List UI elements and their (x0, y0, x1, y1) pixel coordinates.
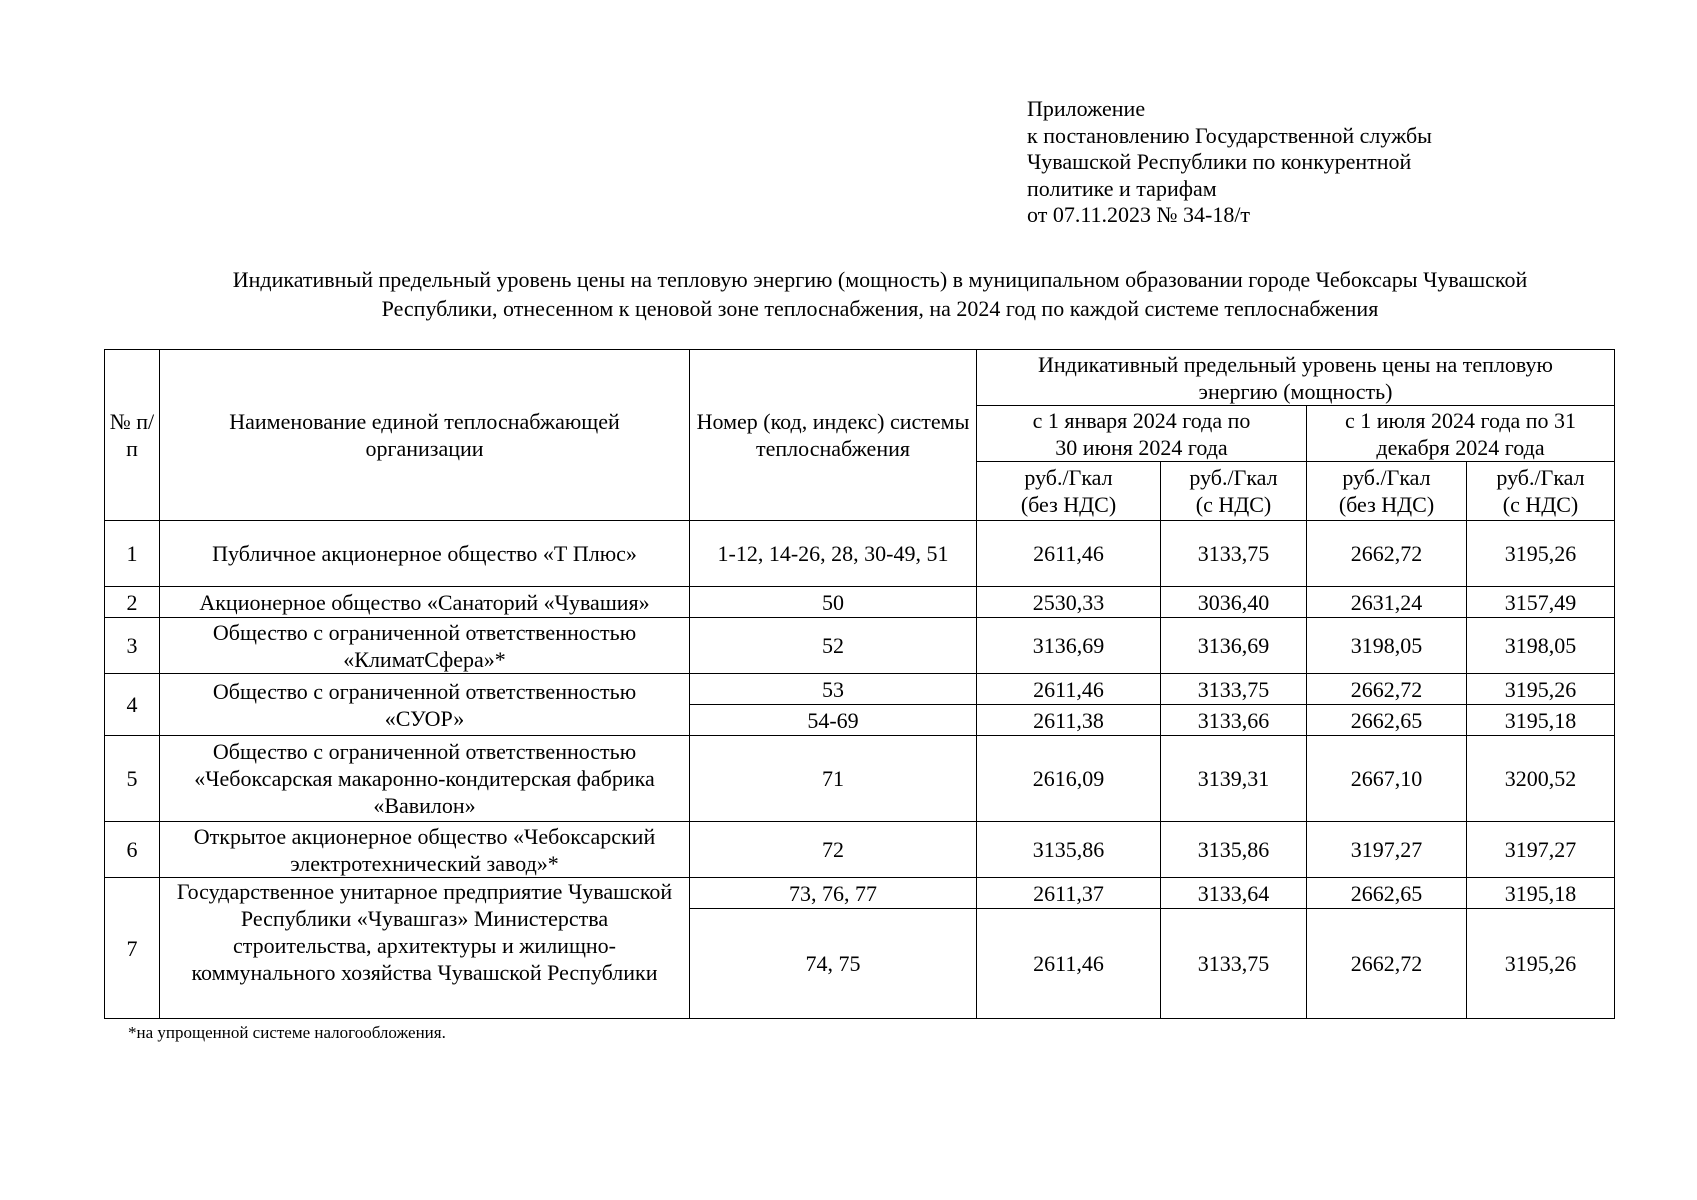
price-p1-vat: 3135,86 (1161, 822, 1307, 878)
header-unit-vat (1161, 462, 1307, 521)
document-title-line: Республики, отнесенном к ценовой зоне теплоснабжения, на 2024 год по каждой системе теплоснабжения (381, 296, 1379, 321)
document-title (80, 265, 1680, 323)
header-num: № п/п (105, 350, 160, 521)
price-p2-no-vat: 2662,72 (1307, 521, 1467, 587)
header-unit-no-vat (1307, 462, 1467, 521)
price-p2-vat: 3195,26 (1467, 521, 1615, 587)
price-p1-vat: 3139,31 (1161, 736, 1307, 822)
footnote: *на упрощенной системе налогообложения. (128, 1023, 446, 1042)
price-p2-vat: 3195,26 (1467, 674, 1615, 705)
unit-vat-note: (с НДС) (1502, 492, 1579, 517)
organization-name: Акционерное общество «Санаторий «Чувашия» (160, 587, 690, 618)
document-title-line: Индикативный предельный уровень цены на тепловую энергию (мощность) в муниципальном образовании городе Чебоксары Чувашской (232, 267, 1528, 292)
header-unit-no-vat (977, 462, 1161, 521)
price-p1-no-vat: 3135,86 (977, 822, 1161, 878)
price-p1-vat: 3133,75 (1161, 674, 1307, 705)
price-p1-vat: 3133,66 (1161, 705, 1307, 736)
price-p1-vat: 3133,64 (1161, 878, 1307, 909)
unit-vat-note: (без НДС) (1020, 492, 1117, 517)
system-code: 1-12, 14-26, 28, 30-49, 51 (690, 521, 977, 587)
table-row (105, 736, 1615, 822)
appendix-line: от 07.11.2023 № 34-18/т (1027, 202, 1251, 227)
price-table (104, 349, 1615, 1019)
row-number: 6 (105, 822, 160, 878)
unit-label: руб./Гкал (1342, 465, 1431, 490)
organization-name: Общество с ограниченной ответственностью «СУОР» (160, 674, 690, 736)
price-p1-vat: 3133,75 (1161, 909, 1307, 1019)
row-number: 5 (105, 736, 160, 822)
price-p2-vat: 3157,49 (1467, 587, 1615, 618)
price-p1-no-vat: 2616,09 (977, 736, 1161, 822)
price-p1-no-vat: 2611,46 (977, 521, 1161, 587)
appendix-line: Чувашской Республики по конкурентной (1027, 149, 1412, 174)
price-p2-no-vat: 2662,72 (1307, 909, 1467, 1019)
price-p2-no-vat: 3197,27 (1307, 822, 1467, 878)
system-code: 52 (690, 618, 977, 674)
organization-name: Общество с ограниченной ответственностью «КлиматСфера»* (160, 618, 690, 674)
price-p2-vat: 3200,52 (1467, 736, 1615, 822)
unit-label: руб./Гкал (1024, 465, 1113, 490)
organization-name: Публичное акционерное общество «Т Плюс» (160, 521, 690, 587)
price-p1-vat: 3036,40 (1161, 587, 1307, 618)
price-p2-no-vat: 2662,72 (1307, 674, 1467, 705)
appendix-line: Приложение (1027, 96, 1146, 121)
header-period-2: с 1 июля 2024 года по 31 декабря 2024 года (1307, 406, 1615, 462)
price-p2-no-vat: 2667,10 (1307, 736, 1467, 822)
row-number: 1 (105, 521, 160, 587)
table-row (105, 674, 1615, 705)
price-p1-no-vat: 3136,69 (977, 618, 1161, 674)
header-unit-vat (1467, 462, 1615, 521)
price-p1-vat: 3136,69 (1161, 618, 1307, 674)
appendix-line: к постановлению Государственной службы (1027, 122, 1432, 148)
header-org: Наименование единой теплоснабжающей организации (160, 350, 690, 521)
unit-vat-note: (с НДС) (1195, 492, 1272, 517)
price-p1-no-vat: 2530,33 (977, 587, 1161, 618)
price-p2-no-vat: 2662,65 (1307, 878, 1467, 909)
price-p2-vat: 3195,18 (1467, 705, 1615, 736)
appendix-block (1027, 96, 1432, 229)
price-p2-vat: 3198,05 (1467, 618, 1615, 674)
system-code: 71 (690, 736, 977, 822)
system-code: 74, 75 (690, 909, 977, 1019)
system-code: 73, 76, 77 (690, 878, 977, 909)
organization-name: Общество с ограниченной ответственностью «Чебоксарская макаронно-кондитерская фабрика «Вавилон» (160, 736, 690, 822)
price-p2-vat: 3195,18 (1467, 878, 1615, 909)
header-system: Номер (код, индекс) системы теплоснабжения (690, 350, 977, 521)
organization-name: Государственное унитарное предприятие Чувашской Республики «Чувашгаз» Министерства строительства, архитектуры и жилищно-коммунального хозяйства Чувашской Республики (160, 878, 690, 1019)
unit-label: руб./Гкал (1496, 465, 1585, 490)
price-p1-vat: 3133,75 (1161, 521, 1307, 587)
price-p1-no-vat: 2611,38 (977, 705, 1161, 736)
price-p2-vat: 3197,27 (1467, 822, 1615, 878)
row-number: 7 (105, 878, 160, 1019)
unit-label: руб./Гкал (1189, 465, 1278, 490)
header-price-group: Индикативный предельный уровень цены на тепловую энергию (мощность) (977, 350, 1615, 406)
header-period-1: с 1 января 2024 года по 30 июня 2024 года (977, 406, 1307, 462)
price-p1-no-vat: 2611,46 (977, 909, 1161, 1019)
row-number: 3 (105, 618, 160, 674)
table-row (105, 618, 1615, 674)
price-p2-no-vat: 2662,65 (1307, 705, 1467, 736)
table-row (105, 521, 1615, 587)
table-row (105, 878, 1615, 909)
price-p2-no-vat: 3198,05 (1307, 618, 1467, 674)
system-code: 50 (690, 587, 977, 618)
row-number: 4 (105, 674, 160, 736)
row-number: 2 (105, 587, 160, 618)
system-code: 54-69 (690, 705, 977, 736)
price-p2-vat: 3195,26 (1467, 909, 1615, 1019)
unit-vat-note: (без НДС) (1338, 492, 1435, 517)
system-code: 72 (690, 822, 977, 878)
table-row (105, 587, 1615, 618)
appendix-line: политике и тарифам (1027, 175, 1217, 201)
organization-name: Открытое акционерное общество «Чебоксарский электротехнический завод»* (160, 822, 690, 878)
price-p2-no-vat: 2631,24 (1307, 587, 1467, 618)
price-p1-no-vat: 2611,46 (977, 674, 1161, 705)
price-p1-no-vat: 2611,37 (977, 878, 1161, 909)
table-row (105, 822, 1615, 878)
system-code: 53 (690, 674, 977, 705)
